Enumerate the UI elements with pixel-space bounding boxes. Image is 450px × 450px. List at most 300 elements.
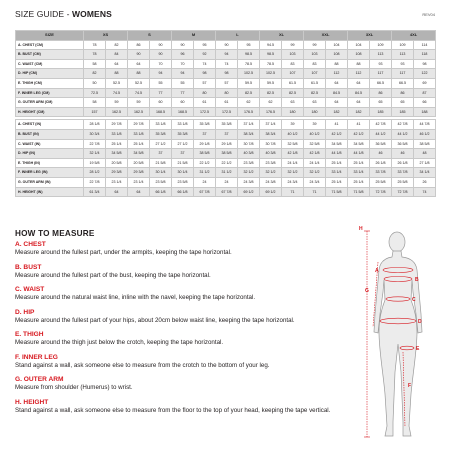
table-cell: 94 — [150, 69, 172, 79]
measure-heading: H. HEIGHT — [15, 398, 49, 406]
measure-heading: B. BUST — [15, 263, 42, 271]
size-column-header: XS — [84, 31, 128, 41]
table-cell: 31 1/2 — [194, 168, 216, 178]
table-cell: 19 5/8 — [84, 158, 106, 168]
table-cell: 185 — [392, 107, 414, 117]
row-label: G. OUTER ARM (CM) — [16, 98, 84, 108]
table-cell: 88 — [348, 59, 370, 69]
row-label: D. HIP (CM) — [16, 69, 84, 79]
measure-heading: G. OUTER ARM — [15, 376, 64, 383]
table-cell: 27 1/2 — [172, 139, 194, 149]
table-cell: 61 3/4 — [84, 187, 106, 197]
table-cell: 24 — [216, 177, 238, 187]
row-label: A. CHEST (IN) — [16, 120, 84, 130]
table-cell: 25 1/4 — [348, 177, 370, 187]
row-label: A. CHEST (CM) — [16, 40, 84, 50]
row-label: C. WAIST (CM) — [16, 59, 84, 69]
table-cell: 112 — [348, 69, 370, 79]
table-cell: 64 — [326, 98, 348, 108]
table-cell: 25 1/4 — [106, 139, 128, 149]
table-cell: 23 1/4 — [106, 177, 128, 187]
measure-item — [15, 354, 340, 370]
table-cell: 117 — [392, 69, 414, 79]
table-cell: 90 — [150, 50, 172, 60]
table-cell: 23 1/4 — [128, 177, 150, 187]
table-cell: 84.5 — [348, 88, 370, 98]
measure-description: Measure around the thigh just below the crotch, keeping the tape horizontal. — [15, 339, 224, 346]
table-cell: 33 1/8 — [150, 120, 172, 130]
table-cell: 99 — [282, 40, 304, 50]
table-cell: 84 — [106, 50, 128, 60]
table-cell: 26 — [414, 177, 436, 187]
table-cell: 72 7/8 — [370, 187, 392, 197]
table-cell: 157 — [84, 107, 106, 117]
table-row — [16, 107, 436, 117]
table-cell: 109 — [392, 40, 414, 50]
table-cell: 25 1/4 — [326, 158, 348, 168]
table-cell: 33 1/8 — [172, 120, 194, 130]
table-cell: 78.5 — [260, 59, 282, 69]
body-measurement-figure — [345, 222, 437, 448]
table-cell: 33 7/8 — [370, 168, 392, 178]
table-cell: 32 1/4 — [84, 149, 106, 159]
table-cell: 41 — [326, 120, 348, 130]
table-cell: 44 7/8 — [414, 120, 436, 130]
table-cell: 60 — [172, 98, 194, 108]
table-cell: 72 7/8 — [392, 187, 414, 197]
table-cell: 35 3/8 — [172, 129, 194, 139]
size-column-header: M — [172, 31, 216, 41]
table-cell: 65 — [370, 98, 392, 108]
table-cell: 22 7/8 — [84, 177, 106, 187]
table-cell: 180 — [304, 107, 326, 117]
title-subtitle: WOMENS — [72, 9, 112, 19]
table-cell: 182 — [326, 107, 348, 117]
table-cell: 23 5/8 — [172, 177, 194, 187]
table-cell: 32 1/2 — [260, 168, 282, 178]
table-cell: 172.5 — [194, 107, 216, 117]
table-cell: 180 — [282, 107, 304, 117]
table-cell: 36 5/8 — [392, 139, 414, 149]
table-cell: 66 1/8 — [172, 187, 194, 197]
table-cell: 33 1/8 — [128, 129, 150, 139]
table-cell: 98 — [216, 69, 238, 79]
table-cell: 36 5/8 — [370, 139, 392, 149]
revision-label: REV04 — [422, 12, 435, 17]
table-cell: 46 — [392, 149, 414, 159]
figure-label-b: B — [415, 277, 419, 283]
table-cell: 24 1/4 — [304, 158, 326, 168]
title-separator: - — [64, 9, 73, 19]
table-cell: 103 — [304, 50, 326, 60]
measure-item — [15, 309, 340, 325]
table-cell: 41 — [348, 120, 370, 130]
table-cell: 21 5/8 — [172, 158, 194, 168]
table-cell: 42 1/8 — [282, 149, 304, 159]
row-label: H. HEIGHT (CM) — [16, 107, 84, 117]
table-cell: 168.5 — [172, 107, 194, 117]
table-cell: 30 7/8 — [238, 139, 260, 149]
table-cell: 82.5 — [304, 88, 326, 98]
how-to-measure-title: HOW TO MEASURE — [15, 229, 95, 238]
row-label: G. OUTER ARM (IN) — [16, 177, 84, 187]
size-header-label: SIZE — [16, 31, 84, 41]
page-header — [15, 9, 435, 23]
figure-label-g: G — [365, 288, 369, 294]
table-cell: 27 1/2 — [150, 139, 172, 149]
table-cell: 39 — [304, 120, 326, 130]
table-cell: 176.5 — [238, 107, 260, 117]
table-row — [16, 59, 436, 69]
table-cell: 104 — [326, 40, 348, 50]
table-cell: 29 1/8 — [216, 139, 238, 149]
table-cell: 57 — [194, 78, 216, 88]
measure-item — [15, 399, 340, 415]
table-cell: 25 1/4 — [348, 158, 370, 168]
table-cell: 185 — [370, 107, 392, 117]
table-cell: 23 3/8 — [260, 158, 282, 168]
size-column-header: 4XL — [392, 31, 436, 41]
table-cell: 104 — [348, 40, 370, 50]
table-cell: 62 — [238, 98, 260, 108]
table-cell: 22 7/8 — [84, 139, 106, 149]
size-column-header: L — [216, 31, 260, 41]
table-cell: 84.5 — [326, 88, 348, 98]
table-cell: 38 5/8 — [414, 139, 436, 149]
table-row — [16, 98, 436, 108]
table-cell: 32 5/8 — [304, 139, 326, 149]
table-cell: 93 — [370, 59, 392, 69]
table-cell: 77 — [150, 88, 172, 98]
measure-description: Measure around the fullest part of your hips, about 20cm below waist line, keeping the tape horizontal. — [15, 316, 295, 324]
table-cell: 67 7/8 — [194, 187, 216, 197]
table-cell: 25 5/8 — [392, 177, 414, 187]
table-row — [16, 120, 436, 130]
table-cell: 21 5/8 — [150, 158, 172, 168]
table-cell: 63 — [304, 98, 326, 108]
table-cell: 112 — [326, 69, 348, 79]
table-cell: 46 1/2 — [414, 129, 436, 139]
table-cell: 71 — [282, 187, 304, 197]
table-cell: 30 1/4 — [172, 168, 194, 178]
table-cell: 82 — [106, 40, 128, 50]
size-chart-table — [15, 30, 436, 197]
table-cell: 33 7/8 — [392, 168, 414, 178]
table-cell: 58 — [84, 59, 106, 69]
table-cell: 44 1/8 — [348, 149, 370, 159]
size-column-header: XL — [260, 31, 304, 41]
table-cell: 22 1/2 — [216, 158, 238, 168]
measure-description: Measure around the natural waist line, inline with the navel, keeping the tape horizontal. — [15, 294, 256, 301]
table-cell: 90 — [150, 40, 172, 50]
table-cell: 30 3/4 — [84, 129, 106, 139]
table-cell: 34 5/8 — [348, 139, 370, 149]
table-cell: 24 3/8 — [238, 177, 260, 187]
table-cell: 24 3/8 — [260, 177, 282, 187]
table-cell: 66.5 — [392, 78, 414, 88]
table-cell: 98 — [194, 69, 216, 79]
table-cell: 109 — [370, 40, 392, 50]
size-column-header: 3XL — [348, 31, 392, 41]
table-cell: 34 5/8 — [106, 149, 128, 159]
table-cell: 40 3/8 — [238, 149, 260, 159]
table-cell: 83 — [304, 59, 326, 69]
figure-label-a: A — [375, 268, 379, 274]
table-cell: 168.5 — [150, 107, 172, 117]
table-cell: 78 — [84, 50, 106, 60]
table-cell: 20 5/8 — [128, 158, 150, 168]
table-cell: 64 — [128, 59, 150, 69]
table-cell: 28 1/8 — [84, 120, 106, 130]
row-label: F. INNER LEG (IN) — [16, 168, 84, 178]
table-cell: 37 — [150, 149, 172, 159]
table-cell: 82.5 — [238, 88, 260, 98]
table-cell: 94.5 — [260, 40, 282, 50]
table-cell: 37 1/4 — [260, 120, 282, 130]
table-cell: 40 1/2 — [304, 129, 326, 139]
table-cell: 82.5 — [282, 88, 304, 98]
row-label: C. WAIST (IN) — [16, 139, 84, 149]
table-row — [16, 129, 436, 139]
table-cell: 118 — [414, 50, 436, 60]
table-cell: 69 — [414, 78, 436, 88]
table-cell: 38 3/4 — [260, 129, 282, 139]
row-label: B. BUST (CM) — [16, 50, 84, 60]
table-cell: 59.5 — [238, 78, 260, 88]
table-cell: 74.5 — [128, 88, 150, 98]
table-cell: 29 1/8 — [194, 139, 216, 149]
row-label: E. THIGH (CM) — [16, 78, 84, 88]
title-text: SIZE GUIDE — [15, 9, 65, 19]
measure-item — [15, 331, 340, 347]
table-cell: 24 1/4 — [282, 158, 304, 168]
table-cell: 37 — [172, 149, 194, 159]
table-cell: 102.5 — [260, 69, 282, 79]
table-cell: 57 — [216, 78, 238, 88]
row-label: B. BUST (IN) — [16, 129, 84, 139]
table-cell: 44 1/2 — [392, 129, 414, 139]
table-cell: 94 — [172, 69, 194, 79]
table-cell: 29 7/8 — [106, 120, 128, 130]
table-row — [16, 50, 436, 60]
table-cell: 86 — [128, 40, 150, 50]
measure-description: Measure from shoulder (Humerus) to wrist. — [15, 384, 133, 391]
table-cell: 86 — [392, 88, 414, 98]
table-cell: 28 1/2 — [84, 168, 106, 178]
table-cell: 61 — [216, 98, 238, 108]
table-cell: 69 1/2 — [238, 187, 260, 197]
measure-item — [15, 241, 340, 257]
table-cell: 74 — [194, 59, 216, 69]
table-cell: 32 1/2 — [282, 168, 304, 178]
table-cell: 176.5 — [260, 107, 282, 117]
figure-label-e: E — [416, 346, 420, 352]
table-cell: 98 — [414, 59, 436, 69]
table-cell: 71 5/8 — [326, 187, 348, 197]
table-cell: 34 1/4 — [414, 168, 436, 178]
table-row — [16, 139, 436, 149]
table-cell: 94 — [216, 50, 238, 60]
table-cell: 103 — [282, 50, 304, 60]
figure-label-d: D — [418, 319, 422, 325]
table-cell: 108 — [348, 50, 370, 60]
table-cell: 70 — [172, 59, 194, 69]
table-cell: 33 1/4 — [348, 168, 370, 178]
table-cell: 29 3/8 — [128, 168, 150, 178]
table-cell: 95 — [238, 40, 260, 50]
table-cell: 22 1/2 — [194, 158, 216, 168]
table-cell: 55 — [172, 78, 194, 88]
size-column-header: S — [128, 31, 172, 41]
table-cell: 64 — [106, 187, 128, 197]
table-row — [16, 88, 436, 98]
table-cell: 83 — [282, 59, 304, 69]
table-cell: 25 1/4 — [326, 177, 348, 187]
table-cell: 117 — [370, 69, 392, 79]
table-cell: 66 1/8 — [150, 187, 172, 197]
table-cell: 66 — [414, 98, 436, 108]
table-cell: 64 — [128, 187, 150, 197]
table-cell: 35 3/8 — [194, 120, 216, 130]
table-cell: 48 — [414, 149, 436, 159]
table-cell: 80 — [216, 88, 238, 98]
row-label: D. HIP (IN) — [16, 149, 84, 159]
table-cell: 32 1/2 — [238, 168, 260, 178]
table-cell: 61.5 — [304, 78, 326, 88]
table-cell: 38 5/8 — [216, 149, 238, 159]
measure-heading: C. WAIST — [15, 286, 45, 293]
table-cell: 26 1/8 — [370, 158, 392, 168]
table-cell: 88 — [326, 59, 348, 69]
table-cell: 172.5 — [216, 107, 238, 117]
table-cell: 78 — [84, 40, 106, 50]
table-cell: 37 1/4 — [238, 120, 260, 130]
table-cell: 61 — [194, 98, 216, 108]
table-cell: 162.5 — [128, 107, 150, 117]
table-cell: 90 — [216, 40, 238, 50]
table-cell: 29 3/8 — [106, 168, 128, 178]
measure-heading: D. HIP — [15, 308, 35, 316]
table-cell: 46 — [370, 149, 392, 159]
table-cell: 93 — [392, 59, 414, 69]
measure-description: Measure around the fullest part of the bust, keeping the tape horizontal. — [15, 271, 211, 279]
measure-item — [15, 376, 340, 392]
table-cell: 98.5 — [238, 50, 260, 60]
size-column-header: XXL — [304, 31, 348, 41]
table-cell: 42 7/8 — [370, 120, 392, 130]
table-cell: 38 3/4 — [238, 129, 260, 139]
table-cell: 113 — [392, 50, 414, 60]
measure-heading: E. THIGH — [15, 331, 44, 338]
table-row — [16, 187, 436, 197]
table-cell: 29 7/8 — [128, 120, 150, 130]
table-cell: 71 — [304, 187, 326, 197]
table-cell: 25 1/4 — [128, 139, 150, 149]
table-cell: 37 — [194, 129, 216, 139]
table-cell: 52.5 — [128, 78, 150, 88]
table-cell: 87 — [414, 88, 436, 98]
table-cell: 44 1/2 — [370, 129, 392, 139]
measure-description: Measure around the fullest part, under the armpits, keeping the tape horizontal. — [15, 249, 232, 256]
table-row — [16, 158, 436, 168]
table-cell: 23 3/8 — [238, 158, 260, 168]
table-cell: 82.5 — [260, 88, 282, 98]
table-row — [16, 168, 436, 178]
size-table-body — [16, 40, 436, 197]
table-cell: 50 — [84, 78, 106, 88]
figure-label-h: H — [359, 226, 363, 232]
table-cell: 114 — [414, 40, 436, 50]
table-cell: 77 — [172, 88, 194, 98]
table-cell: 34 5/8 — [326, 139, 348, 149]
table-row — [16, 69, 436, 79]
table-cell: 27 1/8 — [414, 158, 436, 168]
how-to-measure-section — [15, 229, 340, 414]
table-cell: 24 3/4 — [282, 177, 304, 187]
table-cell: 37 — [216, 129, 238, 139]
table-cell: 40 3/8 — [260, 149, 282, 159]
table-cell: 32 1/2 — [304, 168, 326, 178]
table-cell: 35 3/8 — [216, 120, 238, 130]
table-cell: 32 5/8 — [282, 139, 304, 149]
table-cell: 64 — [348, 98, 370, 108]
table-cell: 59.5 — [260, 78, 282, 88]
table-cell: 62 — [260, 98, 282, 108]
table-cell: 182 — [348, 107, 370, 117]
table-cell: 30 1/4 — [150, 168, 172, 178]
table-cell: 108 — [326, 50, 348, 60]
table-row — [16, 40, 436, 50]
table-cell: 33 1/8 — [106, 129, 128, 139]
table-cell: 64 — [106, 59, 128, 69]
table-cell: 102.5 — [238, 69, 260, 79]
table-cell: 39 — [282, 120, 304, 130]
measure-item — [15, 264, 340, 280]
figure-label-f: F — [408, 383, 412, 389]
table-row — [16, 78, 436, 88]
table-cell: 74.5 — [106, 88, 128, 98]
table-cell: 90 — [128, 50, 150, 60]
measure-description: Stand against a wall, ask someone else to measure from the crotch to the bottom of your leg. — [15, 361, 270, 369]
table-cell: 88 — [106, 69, 128, 79]
table-cell: 80 — [194, 88, 216, 98]
table-cell: 98.5 — [260, 50, 282, 60]
table-row — [16, 177, 436, 187]
table-cell: 65 — [392, 98, 414, 108]
table-cell: 24 3/4 — [304, 177, 326, 187]
measure-description: Stand against a wall, ask someone else to measure from the floor to the top of your head, keeping the tape vertical. — [15, 406, 331, 414]
figure-label-c: C — [412, 297, 416, 303]
table-cell: 67 7/8 — [216, 187, 238, 197]
table-cell: 82 — [84, 69, 106, 79]
table-cell: 71 5/8 — [348, 187, 370, 197]
table-cell: 60 — [150, 98, 172, 108]
table-cell: 63 — [282, 98, 304, 108]
table-cell: 26 1/8 — [392, 158, 414, 168]
table-cell: 42 1/2 — [348, 129, 370, 139]
table-cell: 24 — [194, 177, 216, 187]
measure-item — [15, 286, 340, 302]
table-cell: 96 — [172, 50, 194, 60]
size-header-row — [16, 31, 436, 41]
table-cell: 31 1/2 — [216, 168, 238, 178]
table-cell: 20 5/8 — [106, 158, 128, 168]
table-cell: 42 7/8 — [392, 120, 414, 130]
table-cell: 69 1/2 — [260, 187, 282, 197]
table-cell: 88 — [128, 69, 150, 79]
table-cell: 86 — [370, 88, 392, 98]
table-cell: 25 5/8 — [370, 177, 392, 187]
